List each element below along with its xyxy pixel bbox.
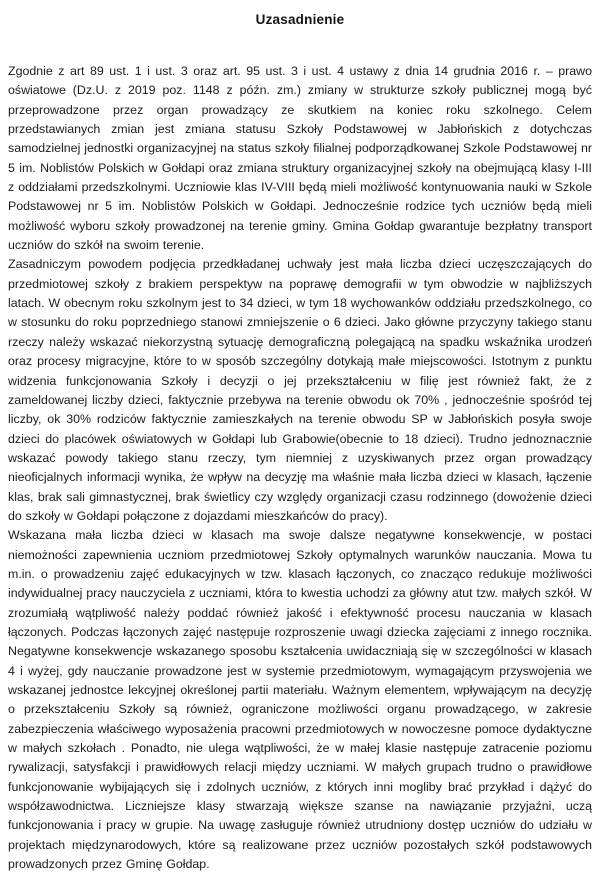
paragraph-consequences: Wskazana mała liczba dzieci w klasach ma swoje dalsze negatywne konsekwencje, w postaci niemożności zapewnienia uczniom przedmiotowej Szkoły optymalnych warunków nauczania. Mowa tu m.in. o prowadzeniu zajęć edukacyjnych w tzw. klasach łączonych, co znacząco redukuje możliwości indywidualnej pracy nauczyciela z uczniami, która to kwestia uchodzi za główny atut tzw. małych szkół. W zrozumiałą wątpliwość należy poddać również jakość i efektywność procesu nauczania w klasach łączonych. Podczas łączonych zajęć następuje rozproszenie uwagi dziecka zajęciami z innego rocznika. Negatywne konsekwencje wskazanego sposobu kształcenia uwidaczniają się w szczególności w klasach 4 i wyżej, gdy nauczanie prowadzone jest w systemie przedmiotowym, wymagającym przyswojenia we wskazanej jednostce lekcyjnej określonej partii materiału. Ważnym elementem, wpływającym na decyzję o przekształceniu Szkoły są również, ograniczone możliwości organu prowadzącego, w zakresie zabezpieczenia właściwego wyposażenia pracowni przedmiotowych w nowoczesne pomoce dydaktyczne w małych szkołach . Ponadto, nie ulega wątpliwości, że w małej klasie następuje zatracenie poziomu rywalizacji, satysfakcji i prawidłowych relacji między uczniami. W małych grupach trudno o prawidłowe funkcjonowanie wybijających się i zdolnych uczniów, z których inni mogliby brać przykład i dążyć do współzawodnictwa. Liczniejsze klasy stwarzają większe szanse na nawiązanie przyjaźni, uczą funkcjonowania i pracy w grupie. Na uwagę zasługuje również utrudniony dostęp uczniów do udziału w projektach międzynarodowych, które są realizowane przez uczniów pozostałych szkół podstawowych prowadzonych przez Gminę Gołdap. <box>8 528 592 872</box>
document-body <box>8 62 592 874</box>
paragraph-main-reason: Zasadniczym powodem podjęcia przedkładanej uchwały jest mała liczba dzieci uczęszczających do przedmiotowej szkoły z brakiem perspektyw na poprawę demografii w tym obwodzie w najbliższych latach. W obecnym roku szkolnym jest to 34 dzieci, w tym 18 wychowanków oddziału przedszkolnego, co w stosunku do roku poprzedniego stanowi zmniejszenie o 6 dzieci. Jako główne przyczyny takiego stanu rzeczy należy wskazać niekorzystną sytuację demograficzną polegającą na spadku wskaźnika urodzeń oraz procesy migracyjne, które to w sposób szczególny dotykają małe miejscowości. Istotnym z punktu widzenia funkcjonowania Szkoły i decyzji o jej przekształceniu w filię jest również fakt, że z zameldowanej liczby dzieci, faktycznie przebywa na terenie obwodu ok 70% , jednocześnie spośród tej liczby, ok 30% rodziców faktycznie zamieszkałych na terenie obwodu SP w Jabłońskich posyła swoje dzieci do placówek oświatowych w Gołdapi lub Grabowie(obecnie to 18 dzieci). Trudno jednoznacznie wskazać powody takiego stanu rzeczy, tym niemniej z uzyskiwanych przez organ prowadzący nieoficjalnych informacji wynika, że wpływ na decyzję ma właśnie mała liczba dzieci w klasach, łączenie klas, brak sali gimnastycznej, brak świetlicy czy względy organizacji czasu rodzinnego (dowożenie dzieci do szkoły w Gołdapi połączone z dojazdami mieszkańców do pracy). <box>8 257 592 523</box>
document-title: Uzasadnienie <box>255 12 345 27</box>
paragraph-legal-basis: Zgodnie z art 89 ust. 1 i ust. 3 oraz art. 95 ust. 3 i ust. 4 ustawy z dnia 14 grudnia 2016 r. – prawo oświatowe (Dz.U. z 2019 poz. 1148 z późn. zm.) zmiany w strukturze szkoły publicznej mogą być przeprowadzone przez organ prowadzący ze skutkiem na koniec roku szkolnego. Celem przedstawianych zmian jest zmiana statusu Szkoły Podstawowej w Jabłońskich z dotychczas samodzielnej jednostki organizacyjnej na status szkoły filialnej podporządkowanej Szkole Podstawowej nr 5 im. Noblistów Polskich w Gołdapi oraz zmiana struktury organizacyjnej szkoły na obejmującą klasy I-III z oddziałami przedszkolnymi. Uczniowie klas IV-VIII będą mieli możliwość kontynuowania nauki w Szkole Podstawowej nr 5 im. Noblistów Polskich w Gołdapi. Jednocześnie rodzice tych uczniów będą mieli możliwość wyboru szkoły prowadzonej na terenie gminy. Gmina Gołdap gwarantuje bezpłatny transport uczniów do szkół na swoim terenie. <box>8 64 592 253</box>
